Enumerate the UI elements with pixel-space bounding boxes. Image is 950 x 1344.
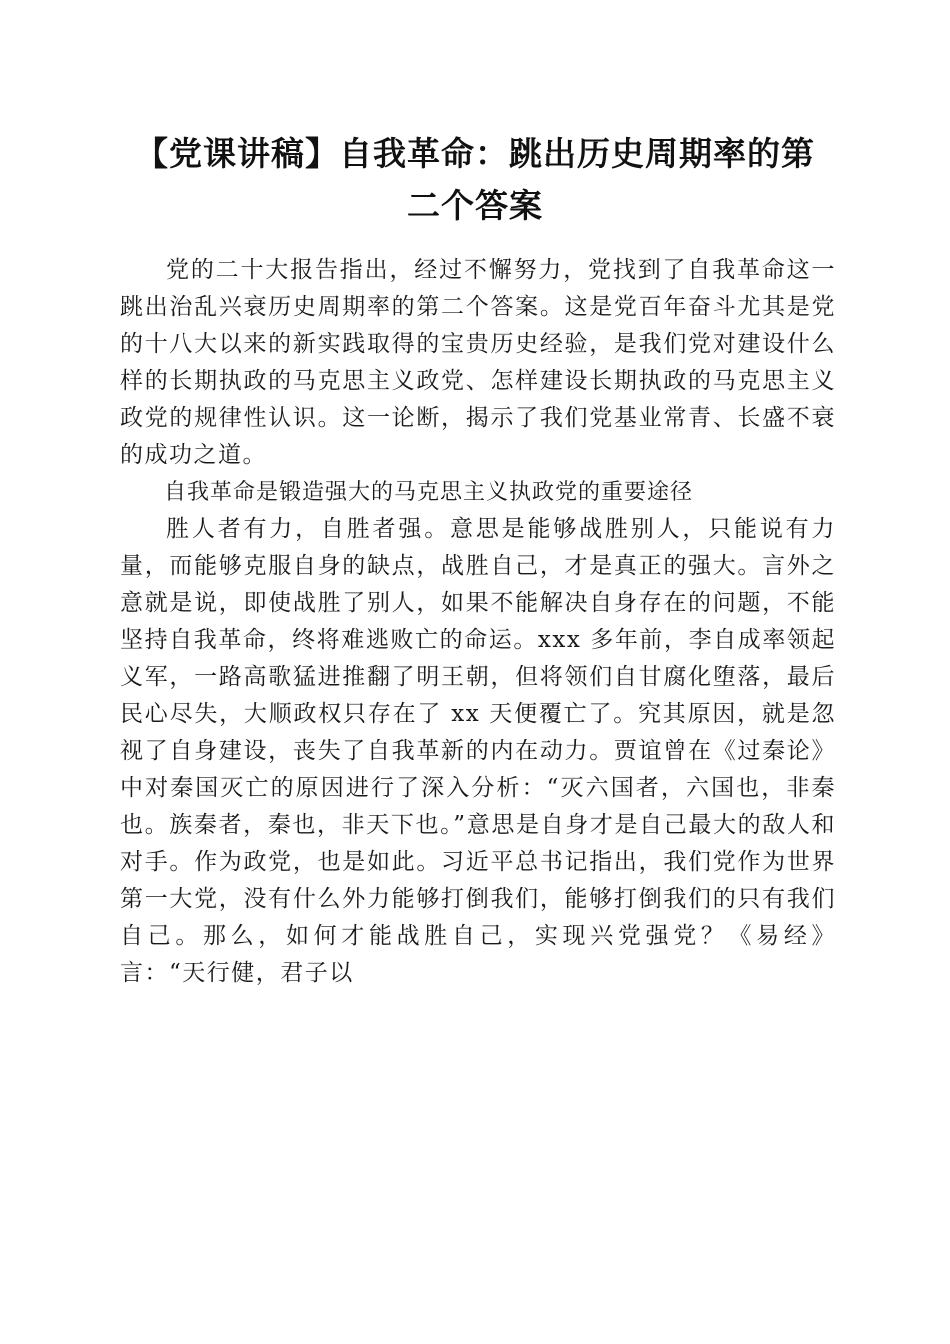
document-body bbox=[120, 252, 836, 992]
section-paragraph: 胜人者有力，自胜者强。意思是能够战胜别人，只能说有力量，而能够克服自身的缺点，战胜自己，才是真正的强大。言外之意就是说，即使战胜了别人，如果不能解决自身存在的问题，不能坚持自我革命，终将难逃败亡的命运。xxx 多年前，李自成率领起义军，一路高歌猛进推翻了明王朝，但将领们自甘腐化堕落，最后民心尽失，大顺政权只存在了 xx 天便覆亡了。究其原因，就是忽视了自身建设，丧失了自我革新的内在动力。贾谊曾在《过秦论》中对秦国灭亡的原因进行了深入分析：“灭六国者，六国也，非秦也。族秦者，秦也，非天下也。”意思是自身才是自己最大的敌人和对手。作为政党，也是如此。习近平总书记指出，我们党作为世界第一大党，没有什么外力能够打倒我们，能够打倒我们的只有我们自己。那么，如何才能战胜自己，实现兴党强党？《易经》言：“天行健，君子以 bbox=[120, 516, 836, 986]
section-heading: 自我革命是锻造强大的马克思主义执政党的重要途径 bbox=[164, 480, 694, 505]
document-title bbox=[110, 128, 840, 232]
intro-paragraph: 党的二十大报告指出，经过不懈努力，党找到了自我革命这一跳出治乱兴衰历史周期率的第二个答案。这是党百年奋斗尤其是党的十八大以来的新实践取得的宝贵历史经验，是我们党对建设什么样的长期执政的马克思主义政党、怎样建设长期执政的马克思主义政党的规律性认识。这一论断，揭示了我们党基业常青、长盛不衰的成功之道。 bbox=[120, 257, 836, 468]
title-line-2: 二个答案 bbox=[407, 186, 543, 225]
title-line-1: 【党课讲稿】自我革命：跳出历史周期率的第 bbox=[135, 134, 815, 173]
